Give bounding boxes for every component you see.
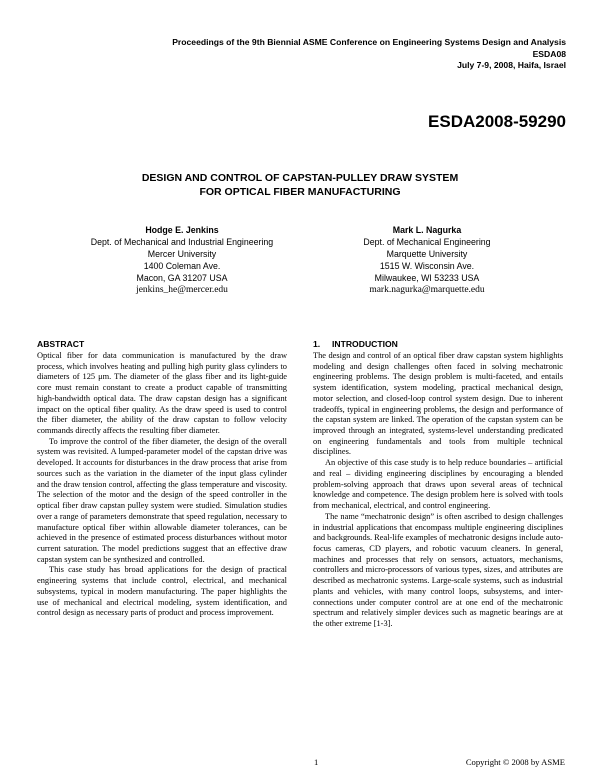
introduction-heading: [313, 339, 563, 350]
author-address: 1515 W. Wisconsin Ave.: [379, 261, 475, 271]
author-city: Milwaukee, WI 53233 USA: [374, 273, 480, 283]
section-title: INTRODUCTION: [332, 339, 398, 349]
paper-title: [0, 171, 600, 199]
author-email: jenkins_he@mercer.edu: [136, 285, 228, 295]
introduction-paragraph: The name “mechatronic design” is often ascribed to design challenges in industrial applications that encompass multiple engineering disciplines and backgrounds. Real-life examples of mechatronic designs include auto-focus cameras, CD players, and robotic vacuum cleaners. In general, machines and processes that rely on sensors, actuators, mechanisms, controllers and micro-processors of various types, sizes, and attributes are described as mechatronic systems. Large-scale systems, such as industrial plants and vehicles, with many control loops, subsystems, and inter-connections under computer control are at one end of the mechatronic spectrum and relatively simpler devices such as magnetic bearings are at the other extreme [1-3].: [313, 511, 564, 628]
author-block-2: [302, 224, 552, 296]
abstract-paragraph: This case study has broad applications for the design of practical engineering systems that include control, electrical, and mechanical subsystems, typical in modern manufacturing. The paper highlights the use of mechanical and electrical modeling, system identification, and control design as necessary parts of product and process improvement.: [37, 565, 287, 618]
abstract-paragraph: Optical fiber for data communication is manufactured by the draw process, which involves heating and pulling high purity glass cylinders to diameters of 125 μm. The diameter of the glass fiber and its light-guide core must remain constant to create a product capable of transmitting high-bandwidth optical data. The draw capstan design has a significant impact on the optical fiber quality. As the draw speed is used to control the fiber diameter, the ability of the draw capstan to follow velocity commands directly affects the resulting fiber diameter.: [37, 351, 287, 436]
conference-code: ESDA08: [532, 48, 566, 59]
author-university: Marquette University: [386, 249, 468, 259]
copyright-notice: Copyright © 2008 by ASME: [465, 757, 565, 767]
author-dept: Dept. of Mechanical Engineering: [363, 237, 491, 247]
title-line-1: DESIGN AND CONTROL OF CAPSTAN-PULLEY DRAW SYSTEM: [141, 172, 459, 184]
author-email: mark.nagurka@marquette.edu: [369, 285, 485, 295]
introduction-paragraph: An objective of this case study is to help reduce boundaries – artificial and real – dividing engineering disciplines by encouraging a blended problem-solving approach that draws upon several areas of technical knowledge and competence. The design problem here is solved with tools from mechanical, electrical, and control engineering.: [313, 458, 563, 511]
abstract-section: [37, 339, 287, 619]
author-city: Macon, GA 31207 USA: [136, 273, 228, 283]
paper-id: ESDA2008-59290: [428, 112, 566, 131]
title-line-2: FOR OPTICAL FIBER MANUFACTURING: [199, 186, 401, 198]
page-number: 1: [314, 757, 319, 767]
introduction-paragraph: The design and control of an optical fiber draw capstan system highlights modeling and design challenges often faced in solving mechatronic engineering problems. The design problem is multi-faceted, and entails system identification, system modeling, practical mechanical design, motor selection, and closed-loop control system design. Due to inherent tradeoffs, typical in engineering problems, the design and performance of the capstan system are linked. The operation of the capstan system can be improved through an integrated, systems-level understanding predicated on engineering fundamentals and tools from multiple technical disciplines.: [313, 351, 563, 457]
author-dept: Dept. of Mechanical and Industrial Engineering: [90, 237, 274, 247]
author-address: 1400 Coleman Ave.: [143, 261, 221, 271]
author-block-1: [57, 224, 307, 296]
section-number: 1.: [313, 339, 321, 349]
conference-header: [172, 37, 566, 72]
abstract-heading: ABSTRACT: [37, 339, 85, 349]
author-university: Mercer University: [147, 249, 217, 259]
introduction-section: [313, 339, 563, 630]
conference-dates: July 7-9, 2008, Haifa, Israel: [457, 60, 566, 70]
author-name: Mark L. Nagurka: [392, 225, 462, 235]
author-name: Hodge E. Jenkins: [145, 225, 219, 235]
abstract-paragraph: To improve the control of the fiber diameter, the design of the overall system was revisited. A lumped-parameter model of the capstan drive was developed. It accounts for disturbances in the draw process that arise from sources such as the variation in the diameter of the input glass cylinder and the draw tension control, affecting the glass temperature and viscosity. The selection of the motor and the design of the speed controller in the optical fiber draw capstan pulley system were studied. Simulation studies over a range of parameters demonstrate that speed regulation, necessary to manufacture optical fiber within allowable diameter tolerances, can be achieved in the presence of estimated process disturbances without motor current saturation. The model predictions suggest that an effective draw capstan system can be synthesized and controlled.: [37, 436, 288, 564]
conference-name: Proceedings of the 9th Biennial ASME Conference on Engineering Systems Design and Analysis: [172, 37, 566, 47]
